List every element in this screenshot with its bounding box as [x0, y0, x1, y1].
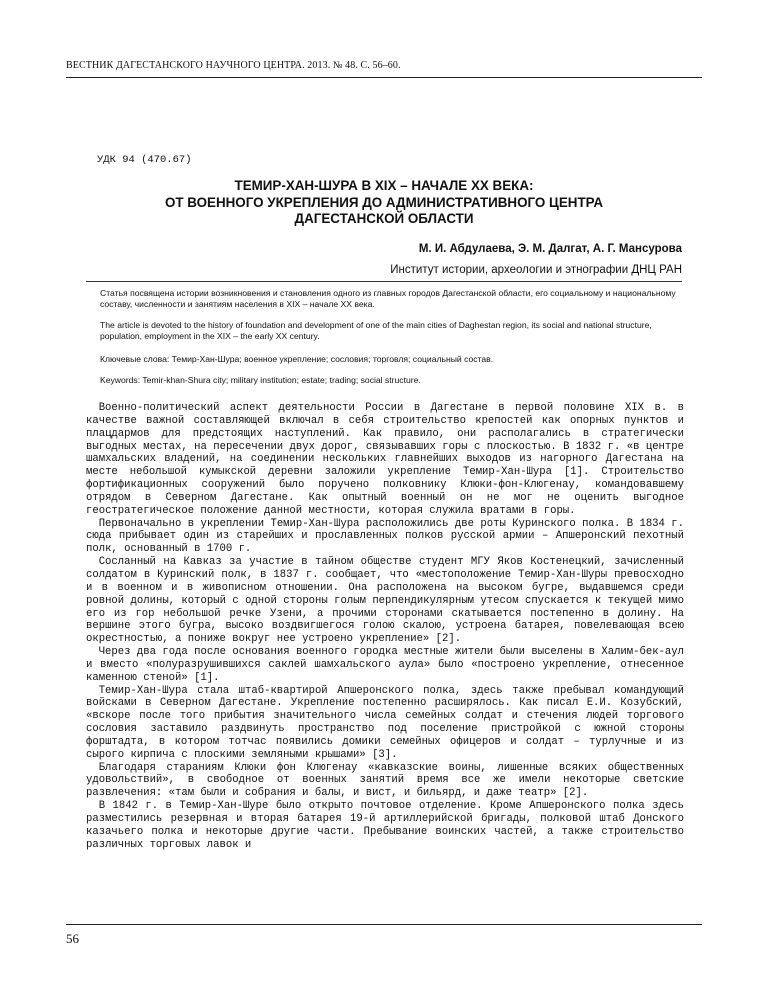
title-line: ДАГЕСТАНСКОЙ ОБЛАСТИ — [294, 211, 474, 226]
udk-code: УДК 94 (470.67) — [97, 154, 192, 166]
page-number: 56 — [66, 931, 79, 946]
body-paragraph: В 1842 г. в Темир-Хан-Шуре было открыто почтовое отделение. Кроме Апшеронского полка здесь разместились резервная и вторая батарея 19-й артиллерийской бригады, полковой штаб Донского казачьего полка и некоторые другие части. Пребывание воинских частей, а также строительство различных торговых лавок и — [86, 800, 684, 851]
keywords-english: Keywords: Temir-khan-Shura city; military institution; estate; trading; social structure. — [100, 375, 421, 385]
abstract-russian: Статья посвящена истории возникновения и становления одного из главных городов Дагестанской области, его социальному и национальному составу, численности и занятиям населения в XIX – начале XX века. — [100, 288, 676, 310]
body-paragraph: Сосланный на Кавказ за участие в тайном обществе студент МГУ Яков Костенецкий, зачисленный солдатом в Куринский полк, в 1837 г. сообщает, что «местоположение Темир-Хан-Шуры превосходно и в военном и в живописном отношении. Она расположена на высоком бугре, выдавшемся среди ровной долины, который с одной стороны голым перпендикулярным утесом спускается к текущей мимо его из гор небольшой речке Узени, а прочими сторонами скатывается постепенно в долину. На вершине этого бугра, высоко воздвигшегося голою скалою, устроена батарея, повелевающая всею окрестностью, а пониже вокруг нее устроено укрепление» [2]. — [86, 556, 684, 646]
body-paragraph: Темир-Хан-Шура стала штаб-квартирой Апшеронского полка, здесь также пребывал командующий войсками в Северном Дагестане. Укрепление постепенно расширялось. Как писал Е.И. Козубский, «вскоре после того прибытия значительного числа семейных солдат и стечения людей торгового сословия заставило раздвинуть пространство под поселение пристройкой с южной стороны форштадта, в котором тотчас появились домики семейных офицеров и солдат – турлучные и из сырого кирпича с плоскими земляными крышами» [3]. — [86, 684, 684, 761]
body-paragraph: Через два года после основания военного городка местные жители были выселены в Халим-бек-аул и вместо «полуразрушившихся саклей шамхальского аула» было «построено укрепление, отнесенное каменною стеной» [1]. — [86, 646, 684, 684]
running-head: ВЕСТНИК ДАГЕСТАНСКОГО НАУЧНОГО ЦЕНТРА. 2013. № 48. С. 56–60. — [66, 60, 401, 71]
keywords-russian: Ключевые слова: Темир-Хан-Шура; военное укрепление; сословия; торговля; социальный состав. — [100, 354, 494, 364]
body-paragraph: Первоначально в укреплении Темир-Хан-Шура расположились две роты Куринского полка. В 1834 г. сюда прибывает один из старейших и прославленных полков русской армии – Апшеронский пехотный полк, основанный в 1700 г. — [86, 517, 684, 556]
article-body — [86, 402, 684, 852]
title-line: ТЕМИР-ХАН-ШУРА В XIX – НАЧАЛЕ XX ВЕКА: — [234, 178, 534, 193]
article-title — [90, 178, 678, 228]
abstract-english: The article is devoted to the history of foundation and development of one of the main cities of Daghestan region, its social and national structure, population, employment in the XIX – the early XX century. — [100, 320, 652, 342]
affiliation-rule — [86, 281, 682, 282]
body-paragraph: Благодаря стараниям Клюки фон Клюгенау «кавказские воины, лишенные всяких общественных удовольствий», в свободное от военных занятий время все же имели некоторые светские развлечения: «там были и собрания и балы, и вист, и бильярд, и даже театр» [2]. — [86, 761, 684, 800]
footer-rule — [66, 924, 702, 925]
header-rule — [66, 77, 702, 78]
body-paragraph: Военно-политический аспект деятельности России в Дагестане в первой половине XIX в. в качестве важной составляющей включал в себя строительство крепостей как опорных пунктов и плацдармов для предстоящих наступлений. Как правило, они располагались в стратегически выгодных местах, на пересечении двух дорог, связывавших горы с плоскостью. В 1832 г. «в центре шамхальских владений, на соединении нескольких главнейших выходов из нагорного Дагестана на месте небольшой кумыкской деревни заложили укрепление Темир-Хан-Шура [1]. Строительство фортификационных сооружений было поручено полковнику Клюки-фон-Клюгенау, командовавшему отрядом в Северном Дагестане. Как опытный военный он не мог не оценить выгодное геостратегическое положение данной местности, которая служила вратами в горы. — [86, 402, 684, 517]
title-line: ОТ ВОЕННОГО УКРЕПЛЕНИЯ ДО АДМИНИСТРАТИВНОГО ЦЕНТРА — [164, 194, 604, 210]
affiliation: Институт истории, археологии и этнографии ДНЦ РАН — [390, 264, 682, 276]
authors: М. И. Абдулаева, Э. М. Далгат, А. Г. Мансурова — [418, 243, 682, 255]
